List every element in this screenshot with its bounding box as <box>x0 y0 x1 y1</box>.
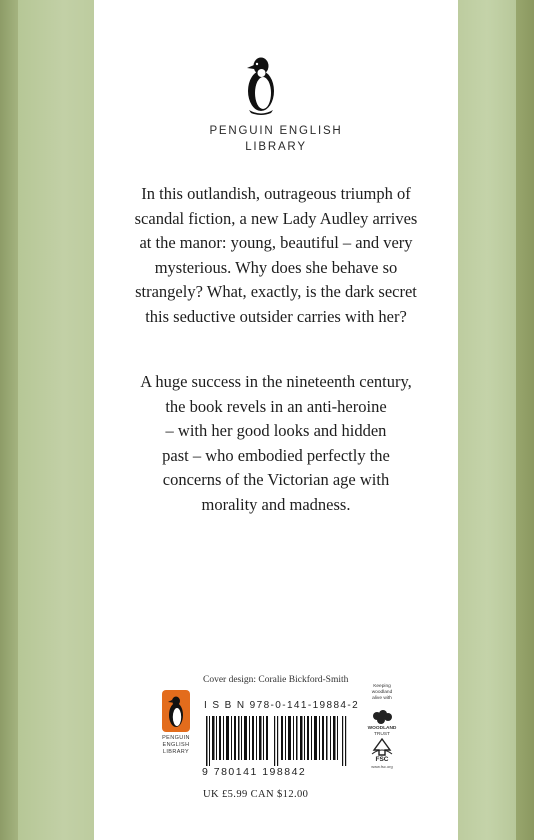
cover-edge-left <box>0 0 18 840</box>
cover-design-credit: Cover design: Coralie Bickford-Smith <box>203 675 349 685</box>
penguin-icon <box>243 55 279 115</box>
woodland-text-3: alive with <box>372 696 392 701</box>
series-subtitle: LIBRARY <box>245 141 307 153</box>
fsc-website: www.fsc.org <box>371 764 393 769</box>
cover-band-left <box>18 0 94 840</box>
blurb-line: mysterious. Why does she behave so <box>154 257 398 277</box>
woodland-text-2: woodland <box>371 690 393 695</box>
blurb-paragraph-1 <box>94 182 458 330</box>
blurb-line: scandal fiction, a new Lady Audley arrives <box>134 208 418 228</box>
blurb-line: In this outlandish, outrageous triumph of <box>141 184 411 203</box>
fsc-tree-icon <box>370 738 394 756</box>
woodland-trust-icon <box>371 710 393 726</box>
woodland-text-1: Keeping <box>373 684 391 689</box>
woodland-name: WOODLAND <box>367 726 397 731</box>
fsc-label: FSC <box>375 756 389 763</box>
cover-band-right <box>458 0 516 840</box>
back-cover-panel <box>94 0 458 840</box>
small-logo-line-1: PENGUIN <box>162 735 190 741</box>
barcode-number: 9 780141 198842 <box>202 766 307 778</box>
cover-edge-right <box>516 0 534 840</box>
blurb-line: A huge success in the nineteenth century, <box>140 372 412 391</box>
blurb-line: this seductive outsider carries with her? <box>145 306 407 326</box>
barcode-icon <box>202 716 352 766</box>
blurb-line: morality and madness. <box>201 494 351 514</box>
woodland-trust: TRUST <box>374 732 390 737</box>
blurb-line: strangely? What, exactly, is the dark secret <box>135 282 417 302</box>
price-label: UK £5.99 CAN $12.00 <box>203 789 309 800</box>
blurb-paragraph-2 <box>94 370 458 518</box>
blurb-line: at the manor: young, beautiful – and very <box>139 233 413 253</box>
blurb-line: – with her good looks and hidden <box>165 421 387 441</box>
blurb-line: past – who embodied perfectly the <box>162 445 390 465</box>
blurb-line: the book revels in an anti-heroine <box>165 396 387 416</box>
blurb-line: concerns of the Victorian age with <box>162 470 390 490</box>
isbn-number: I S B N 978-0-141-19884-2 <box>204 700 360 711</box>
series-title: PENGUIN ENGLISH <box>209 125 343 137</box>
small-logo-line-3: LIBRARY <box>162 749 190 755</box>
small-logo-line-2: ENGLISH <box>162 742 190 748</box>
